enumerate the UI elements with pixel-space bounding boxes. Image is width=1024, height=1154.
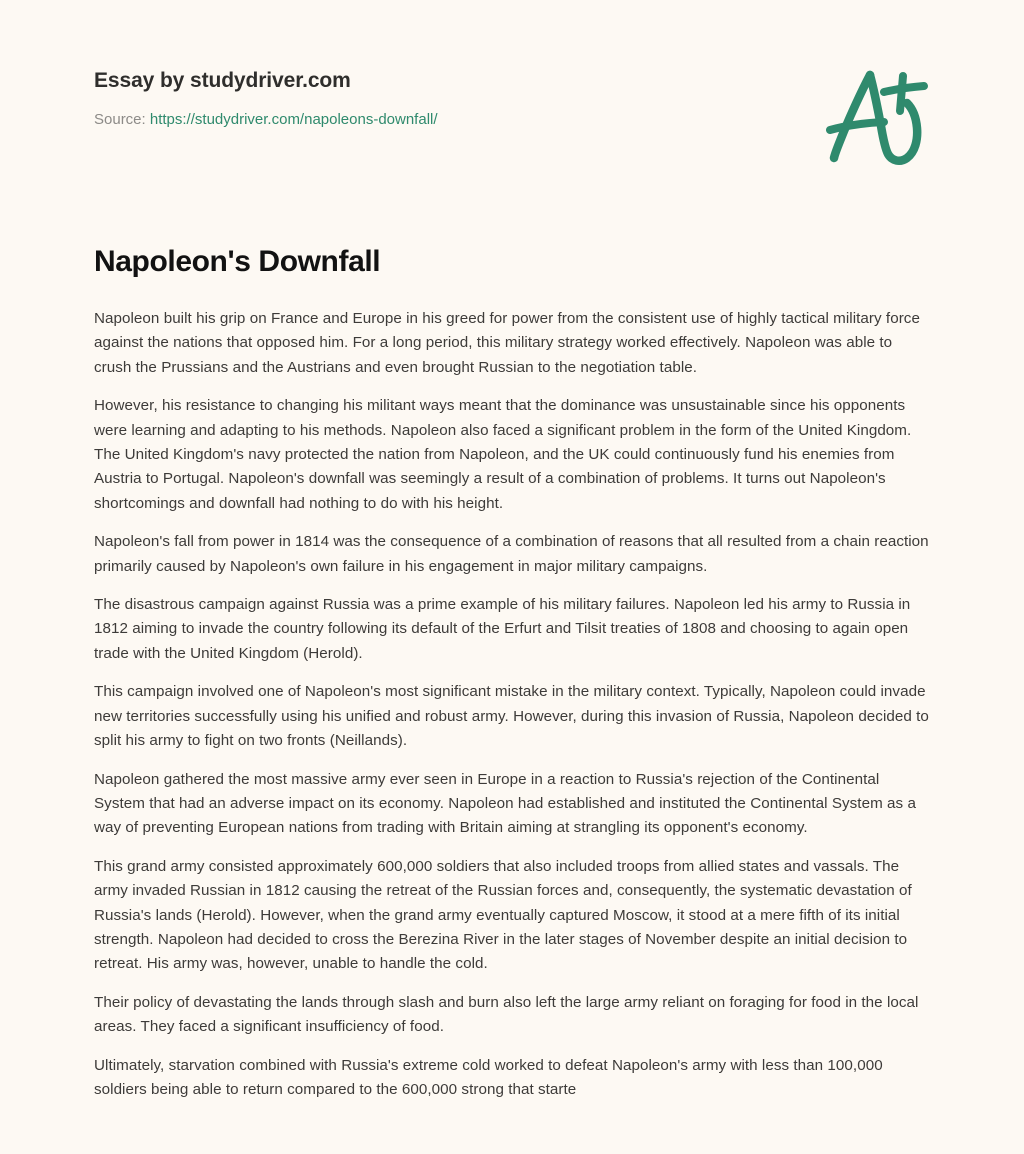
header-text-block [94,68,438,130]
a-plus-logo[interactable] [812,58,952,178]
paragraph: Their policy of devastating the lands through slash and burn also left the large army reliant on foraging for food in the local areas. They faced a significant insufficiency of food. [94,993,919,1036]
source-line [94,110,438,130]
paragraph: Napoleon gathered the most massive army ever seen in Europe in a reaction to Russia's rejection of the Continental System that had an adverse impact on its economy. Napoleon had established and instituted the Continental System as a way of preventing European nations from trading with Britain aiming at strangling its opponent's economy. [94,770,916,837]
paragraph: This grand army consisted approximately 600,000 soldiers that also included troops from allied states and vassals. The army invaded Russian in 1812 causing the retreat of the Russian forces and, consequently, the systematic devastation of Russia's lands (Herold). However, when the grand army eventually captured Moscow, it stood at a mere fifth of its initial strength. Napoleon had decided to cross the Berezina River in the later stages of November despite an initial decision to retreat. His army was, however, unable to handle the cold. [94,857,912,973]
paragraph: Ultimately, starvation combined with Russia's extreme cold worked to defeat Napoleon's army with less than 100,000 soldiers being able to return compared to the 600,000 strong that starte [94,1056,883,1098]
article [94,243,932,1102]
paragraph: This campaign involved one of Napoleon's most significant mistake in the military context. Typically, Napoleon could invade new territories successfully using his unified and robust army. However, during this invasion of Russia, Napoleon decided to split his army to fight on two fronts (Neillands). [94,683,929,750]
page-title: Napoleon's Downfall [94,245,381,278]
article-body [94,307,932,1102]
page-header [0,0,1024,200]
paragraph: Napoleon built his grip on France and Europe in his greed for power from the consistent use of highly tactical military force against the nations that opposed him. For a long period, this military strategy worked effectively. Napoleon was able to crush the Prussians and the Austrians and even brought Russian to the negotiation table. [94,310,920,376]
source-url-link[interactable]: https://studydriver.com/napoleons-downfall/ [149,111,438,128]
source-label: Source: [94,111,146,128]
paragraph: However, his resistance to changing his militant ways meant that the dominance was unsustainable since his opponents were learning and adapting to his methods. Napoleon also faced a significant problem in the form of the United Kingdom. The United Kingdom's navy protected the nation from Napoleon, and the UK could continuously fund his enemies from Austria to Portugal. Napoleon's downfall was seemingly a result of a combination of problems. It turns out Napoleon's shortcomings and downfall had nothing to do with his height. [94,397,912,512]
a-plus-logo-icon [812,58,952,178]
paragraph: The disastrous campaign against Russia was a prime example of his military failures. Napoleon led his army to Russia in 1812 aiming to invade the country following its default of the Erfurt and Tilsit treaties of 1808 and choosing to again open trade with the United Kingdom (Herold). [94,596,911,662]
essay-attribution: Essay by studydriver.com [94,69,351,92]
paragraph: Napoleon's fall from power in 1814 was the consequence of a combination of reasons that all resulted from a chain reaction primarily caused by Napoleon's own failure in his engagement in major military campaigns. [94,533,929,575]
